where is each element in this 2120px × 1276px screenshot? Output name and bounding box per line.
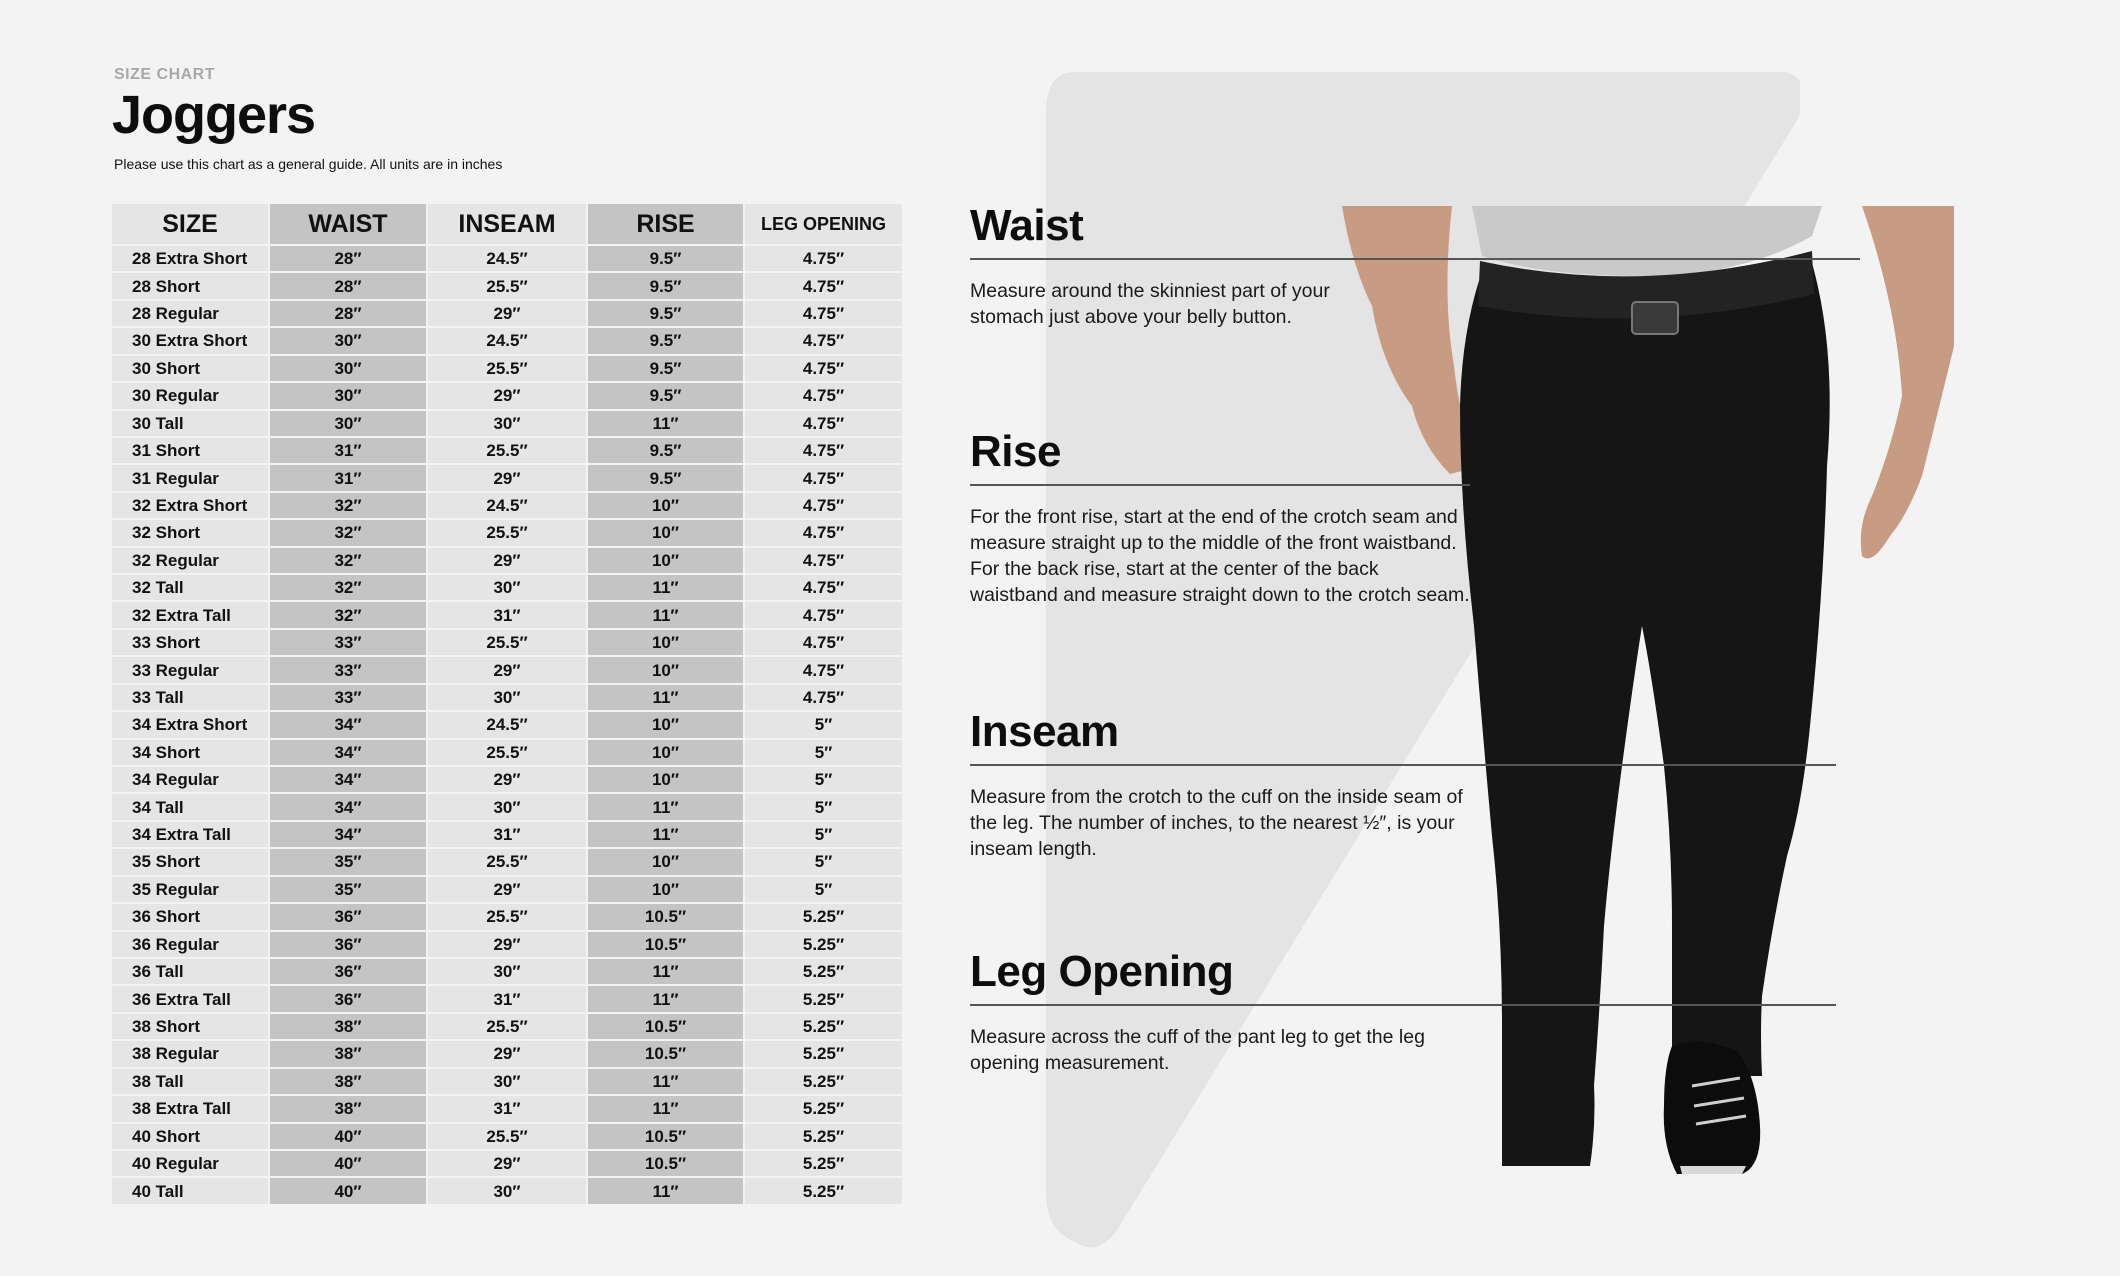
table-row [112, 1151, 904, 1178]
table-header-row [112, 204, 904, 246]
cell-leg-opening: 5.25″ [745, 1151, 904, 1178]
cell-inseam: 25.5″ [428, 740, 588, 767]
cell-inseam: 29″ [428, 657, 588, 684]
cell-inseam: 29″ [428, 877, 588, 904]
cell-inseam: 25.5″ [428, 273, 588, 300]
cell-size: 28 Regular [112, 301, 270, 328]
cell-waist: 38″ [270, 1041, 428, 1068]
table-row [112, 630, 904, 657]
cell-waist: 34″ [270, 712, 428, 739]
cell-waist: 33″ [270, 657, 428, 684]
cell-size: 34 Extra Tall [112, 822, 270, 849]
cell-waist: 40″ [270, 1178, 428, 1205]
cell-waist: 35″ [270, 877, 428, 904]
cell-rise: 10″ [588, 657, 745, 684]
cell-inseam: 30″ [428, 575, 588, 602]
cell-leg-opening: 4.75″ [745, 411, 904, 438]
cell-inseam: 29″ [428, 1151, 588, 1178]
cell-waist: 32″ [270, 493, 428, 520]
table-row [112, 932, 904, 959]
column-header-inseam: INSEAM [428, 204, 588, 246]
cell-rise: 10.5″ [588, 904, 745, 931]
table-row [112, 986, 904, 1013]
cell-inseam: 31″ [428, 822, 588, 849]
cell-inseam: 25.5″ [428, 849, 588, 876]
cell-inseam: 30″ [428, 794, 588, 821]
cell-inseam: 25.5″ [428, 1124, 588, 1151]
cell-waist: 32″ [270, 602, 428, 629]
cell-inseam: 25.5″ [428, 356, 588, 383]
cell-rise: 10″ [588, 877, 745, 904]
table-row [112, 575, 904, 602]
cell-size: 32 Extra Short [112, 493, 270, 520]
section-title: Inseam [970, 707, 1119, 756]
cell-waist: 31″ [270, 438, 428, 465]
cell-inseam: 30″ [428, 959, 588, 986]
table-row [112, 849, 904, 876]
cell-leg-opening: 4.75″ [745, 465, 904, 492]
cell-rise: 10″ [588, 740, 745, 767]
leg-opening-section [970, 947, 1850, 1076]
cell-waist: 28″ [270, 246, 428, 273]
section-title: Leg Opening [970, 947, 1234, 996]
cell-rise: 9.5″ [588, 301, 745, 328]
table-row [112, 273, 904, 300]
cell-rise: 10.5″ [588, 1151, 745, 1178]
cell-waist: 38″ [270, 1014, 428, 1041]
table-row [112, 1069, 904, 1096]
cell-leg-opening: 4.75″ [745, 602, 904, 629]
section-divider [970, 764, 1836, 766]
cell-waist: 33″ [270, 685, 428, 712]
cell-size: 31 Short [112, 438, 270, 465]
cell-inseam: 24.5″ [428, 246, 588, 273]
cell-inseam: 25.5″ [428, 904, 588, 931]
cell-rise: 10″ [588, 493, 745, 520]
cell-rise: 10.5″ [588, 1014, 745, 1041]
table-row [112, 383, 904, 410]
cell-size: 35 Short [112, 849, 270, 876]
cell-leg-opening: 5″ [745, 767, 904, 794]
column-header-leg-opening: LEG OPENING [745, 204, 904, 246]
cell-rise: 10.5″ [588, 932, 745, 959]
cell-leg-opening: 4.75″ [745, 246, 904, 273]
cell-rise: 10″ [588, 767, 745, 794]
cell-rise: 10.5″ [588, 1124, 745, 1151]
cell-leg-opening: 5.25″ [745, 1178, 904, 1205]
cell-inseam: 30″ [428, 1178, 588, 1205]
section-divider [970, 484, 1470, 486]
cell-waist: 30″ [270, 328, 428, 355]
cell-size: 33 Short [112, 630, 270, 657]
table-row [112, 712, 904, 739]
cell-leg-opening: 5.25″ [745, 1096, 904, 1123]
cell-leg-opening: 4.75″ [745, 356, 904, 383]
cell-size: 38 Extra Tall [112, 1096, 270, 1123]
cell-inseam: 30″ [428, 685, 588, 712]
size-chart-kicker: SIZE CHART [114, 66, 215, 83]
cell-waist: 36″ [270, 986, 428, 1013]
cell-rise: 11″ [588, 986, 745, 1013]
cell-rise: 11″ [588, 1096, 745, 1123]
cell-size: 36 Extra Tall [112, 986, 270, 1013]
cell-waist: 30″ [270, 411, 428, 438]
section-text: Measure around the skinniest part of your stomach just above your belly button. [970, 280, 1330, 328]
table-row [112, 1096, 904, 1123]
cell-leg-opening: 4.75″ [745, 438, 904, 465]
cell-waist: 34″ [270, 822, 428, 849]
cell-rise: 10″ [588, 712, 745, 739]
section-divider [970, 1004, 1836, 1006]
cell-waist: 38″ [270, 1096, 428, 1123]
cell-leg-opening: 5″ [745, 740, 904, 767]
cell-inseam: 30″ [428, 1069, 588, 1096]
column-header-waist: WAIST [270, 204, 428, 246]
cell-leg-opening: 5.25″ [745, 1069, 904, 1096]
table-row [112, 685, 904, 712]
cell-rise: 11″ [588, 1069, 745, 1096]
cell-rise: 11″ [588, 411, 745, 438]
cell-rise: 11″ [588, 575, 745, 602]
size-table [112, 204, 904, 1206]
cell-waist: 32″ [270, 548, 428, 575]
table-row [112, 877, 904, 904]
cell-inseam: 24.5″ [428, 328, 588, 355]
section-text: For the front rise, start at the end of the crotch seam and measure straight up to the middle of the front waistband. For the back rise, start at the center of the back waistband and measure straight down to the crotch seam. [970, 506, 1470, 606]
cell-size: 36 Regular [112, 932, 270, 959]
inseam-section [970, 707, 1850, 862]
cell-leg-opening: 4.75″ [745, 630, 904, 657]
cell-inseam: 24.5″ [428, 712, 588, 739]
cell-rise: 11″ [588, 602, 745, 629]
cell-leg-opening: 4.75″ [745, 493, 904, 520]
cell-size: 38 Regular [112, 1041, 270, 1068]
cell-size: 32 Regular [112, 548, 270, 575]
cell-rise: 9.5″ [588, 273, 745, 300]
cell-size: 38 Short [112, 1014, 270, 1041]
cell-waist: 34″ [270, 767, 428, 794]
cell-size: 40 Short [112, 1124, 270, 1151]
cell-size: 30 Regular [112, 383, 270, 410]
cell-inseam: 29″ [428, 301, 588, 328]
cell-inseam: 31″ [428, 986, 588, 1013]
cell-size: 28 Short [112, 273, 270, 300]
cell-leg-opening: 5.25″ [745, 986, 904, 1013]
cell-inseam: 29″ [428, 1041, 588, 1068]
cell-leg-opening: 4.75″ [745, 685, 904, 712]
cell-size: 34 Extra Short [112, 712, 270, 739]
cell-size: 33 Regular [112, 657, 270, 684]
cell-inseam: 24.5″ [428, 493, 588, 520]
table-row [112, 465, 904, 492]
section-title: Waist [970, 201, 1084, 250]
cell-inseam: 29″ [428, 383, 588, 410]
cell-leg-opening: 4.75″ [745, 301, 904, 328]
cell-size: 31 Regular [112, 465, 270, 492]
cell-waist: 34″ [270, 740, 428, 767]
cell-inseam: 25.5″ [428, 438, 588, 465]
cell-leg-opening: 4.75″ [745, 328, 904, 355]
section-title: Rise [970, 427, 1061, 476]
cell-size: 30 Extra Short [112, 328, 270, 355]
column-header-rise: RISE [588, 204, 745, 246]
cell-waist: 35″ [270, 849, 428, 876]
cell-leg-opening: 5.25″ [745, 904, 904, 931]
table-row [112, 1124, 904, 1151]
cell-size: 28 Extra Short [112, 246, 270, 273]
cell-leg-opening: 4.75″ [745, 575, 904, 602]
cell-leg-opening: 5″ [745, 712, 904, 739]
cell-waist: 38″ [270, 1069, 428, 1096]
column-header-size: SIZE [112, 204, 270, 246]
cell-waist: 30″ [270, 383, 428, 410]
page-title: Joggers [112, 85, 316, 145]
cell-leg-opening: 4.75″ [745, 383, 904, 410]
cell-leg-opening: 4.75″ [745, 548, 904, 575]
table-row [112, 822, 904, 849]
cell-leg-opening: 4.75″ [745, 520, 904, 547]
cell-rise: 9.5″ [588, 438, 745, 465]
section-divider [970, 258, 1860, 260]
cell-rise: 9.5″ [588, 356, 745, 383]
cell-waist: 28″ [270, 301, 428, 328]
cell-leg-opening: 5.25″ [745, 1124, 904, 1151]
rise-section [970, 427, 1850, 608]
cell-leg-opening: 5.25″ [745, 959, 904, 986]
section-text: Measure across the cuff of the pant leg to get the leg opening measurement. [970, 1026, 1425, 1074]
table-row [112, 657, 904, 684]
cell-leg-opening: 5.25″ [745, 1014, 904, 1041]
cell-rise: 10″ [588, 630, 745, 657]
cell-size: 32 Tall [112, 575, 270, 602]
table-row [112, 328, 904, 355]
cell-leg-opening: 5″ [745, 877, 904, 904]
cell-leg-opening: 5″ [745, 849, 904, 876]
cell-size: 35 Regular [112, 877, 270, 904]
table-row [112, 1014, 904, 1041]
cell-leg-opening: 5″ [745, 822, 904, 849]
cell-inseam: 29″ [428, 465, 588, 492]
cell-waist: 32″ [270, 575, 428, 602]
table-row [112, 246, 904, 273]
cell-rise: 10″ [588, 548, 745, 575]
cell-inseam: 25.5″ [428, 520, 588, 547]
table-row [112, 794, 904, 821]
cell-size: 33 Tall [112, 685, 270, 712]
cell-waist: 40″ [270, 1124, 428, 1151]
cell-size: 38 Tall [112, 1069, 270, 1096]
cell-size: 32 Short [112, 520, 270, 547]
cell-waist: 36″ [270, 932, 428, 959]
cell-size: 30 Short [112, 356, 270, 383]
cell-size: 30 Tall [112, 411, 270, 438]
cell-size: 36 Tall [112, 959, 270, 986]
cell-leg-opening: 5.25″ [745, 932, 904, 959]
table-row [112, 356, 904, 383]
cell-leg-opening: 4.75″ [745, 273, 904, 300]
cell-inseam: 31″ [428, 1096, 588, 1123]
cell-rise: 11″ [588, 959, 745, 986]
cell-size: 34 Regular [112, 767, 270, 794]
cell-waist: 40″ [270, 1151, 428, 1178]
cell-rise: 10″ [588, 849, 745, 876]
cell-inseam: 29″ [428, 767, 588, 794]
cell-leg-opening: 4.75″ [745, 657, 904, 684]
table-row [112, 438, 904, 465]
cell-size: 34 Tall [112, 794, 270, 821]
cell-rise: 11″ [588, 794, 745, 821]
cell-size: 36 Short [112, 904, 270, 931]
cell-inseam: 29″ [428, 932, 588, 959]
cell-waist: 36″ [270, 959, 428, 986]
table-row [112, 520, 904, 547]
cell-leg-opening: 5.25″ [745, 1041, 904, 1068]
cell-rise: 10.5″ [588, 1041, 745, 1068]
cell-rise: 11″ [588, 1178, 745, 1205]
cell-waist: 31″ [270, 465, 428, 492]
table-row [112, 493, 904, 520]
cell-rise: 9.5″ [588, 328, 745, 355]
cell-inseam: 29″ [428, 548, 588, 575]
page-subtitle: Please use this chart as a general guide. All units are in inches [114, 156, 503, 172]
cell-size: 40 Tall [112, 1178, 270, 1205]
cell-size: 32 Extra Tall [112, 602, 270, 629]
right-arm [1861, 206, 1954, 559]
cell-rise: 9.5″ [588, 383, 745, 410]
table-row [112, 740, 904, 767]
table-body [112, 246, 904, 1206]
cell-inseam: 31″ [428, 602, 588, 629]
cell-size: 34 Short [112, 740, 270, 767]
cell-rise: 9.5″ [588, 465, 745, 492]
cell-rise: 10″ [588, 520, 745, 547]
cell-rise: 9.5″ [588, 246, 745, 273]
table-row [112, 1041, 904, 1068]
cell-waist: 28″ [270, 273, 428, 300]
section-text: Measure from the crotch to the cuff on the inside seam of the leg. The number of inches, to the nearest ½″, is your inseam length. [970, 786, 1463, 860]
cell-leg-opening: 5″ [745, 794, 904, 821]
table-row [112, 301, 904, 328]
cell-waist: 32″ [270, 520, 428, 547]
table-row [112, 959, 904, 986]
cell-inseam: 25.5″ [428, 1014, 588, 1041]
cell-waist: 34″ [270, 794, 428, 821]
cell-waist: 36″ [270, 904, 428, 931]
cell-size: 40 Regular [112, 1151, 270, 1178]
table-row [112, 411, 904, 438]
cell-waist: 33″ [270, 630, 428, 657]
cell-inseam: 25.5″ [428, 630, 588, 657]
cell-rise: 11″ [588, 685, 745, 712]
cell-inseam: 30″ [428, 411, 588, 438]
waist-section [970, 201, 1860, 330]
table-row [112, 1178, 904, 1205]
table-row [112, 602, 904, 629]
table-row [112, 548, 904, 575]
cell-rise: 11″ [588, 822, 745, 849]
table-row [112, 767, 904, 794]
table-row [112, 904, 904, 931]
cell-waist: 30″ [270, 356, 428, 383]
